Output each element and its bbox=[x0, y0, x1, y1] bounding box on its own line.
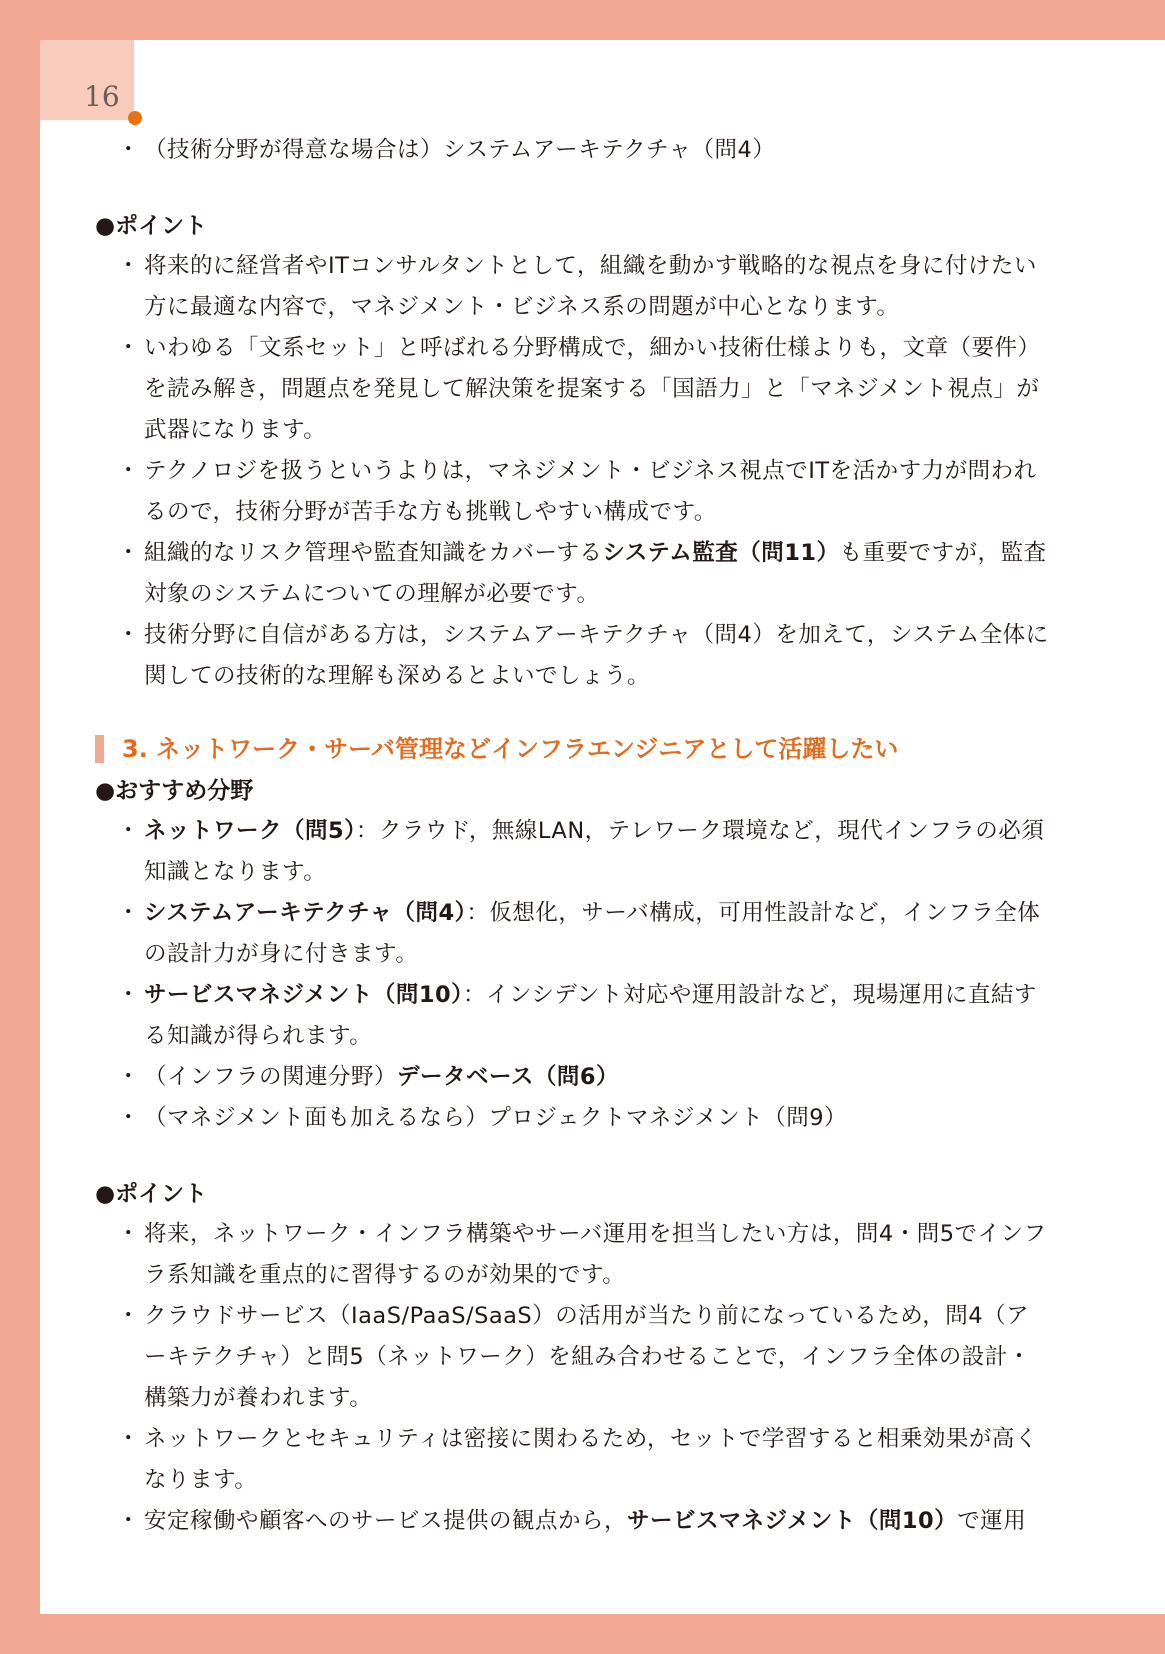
bullet-item bbox=[95, 246, 1050, 328]
bullet-text: ：インシデント対応や運用設計など，現場運用に直結する知識が得られます。 bbox=[144, 982, 1037, 1049]
bullet-text: クラウドサービス（IaaS/PaaS/SaaS）の活用が当たり前になっているため，問4（アーキテクチャ）と問5（ネットワーク）を組み合わせることで，インフラ全体の設計・構築力が養われます。 bbox=[144, 1303, 1031, 1411]
page-number: 16 bbox=[84, 80, 120, 113]
bullet-item bbox=[95, 1098, 1050, 1139]
page-marker-dot bbox=[128, 111, 142, 125]
bullet-item bbox=[95, 1296, 1050, 1419]
emphasis-text: データベース（問6） bbox=[397, 1064, 620, 1090]
bullet-text: ネットワークとセキュリティは密接に関わるため，セットで学習すると相乗効果が高くなります。 bbox=[144, 1426, 1038, 1493]
bullet-item bbox=[95, 451, 1050, 533]
bullet-text: 技術分野に自信がある方は，システムアーキテクチャ（問4）を加えて，システム全体に関しての技術的な理解も深めるとよいでしょう。 bbox=[144, 622, 1049, 689]
bullet-text: 将来，ネットワーク・インフラ構築やサーバ運用を担当したい方は，問4・問5でインフラ系知識を重点的に習得するのが効果的です。 bbox=[144, 1221, 1047, 1288]
bullet-item bbox=[95, 1057, 1050, 1098]
emphasis-text: サービスマネジメント（問10） bbox=[627, 1508, 958, 1534]
subheading: ●おすすめ分野 bbox=[95, 778, 254, 804]
subheading: ●ポイント bbox=[95, 213, 208, 239]
bullet-text: いわゆる「文系セット」と呼ばれる分野構成で，細かい技術仕様よりも，文章（要件）を読み解き，問題点を発見して解決策を提案する「国語力」と「マネジメント視点」が武器になります。 bbox=[144, 335, 1041, 443]
bullet-text: ：仮想化，サーバ構成，可用性設計など，インフラ全体の設計力が身に付きます。 bbox=[144, 900, 1041, 967]
bullet-text: ：クラウド，無線LAN，テレワーク環境など，現代インフラの必須知識となります。 bbox=[144, 818, 1045, 885]
emphasis-text: ネットワーク（問5） bbox=[144, 818, 356, 844]
bullet-item bbox=[95, 1214, 1050, 1296]
subheading: ●ポイント bbox=[95, 1181, 208, 1207]
bullet-text: 安定稼働や顧客へのサービス提供の観点から， bbox=[144, 1508, 628, 1534]
bullet-item bbox=[95, 533, 1050, 615]
bullet-text: （マネジメント面も加えるなら）プロジェクトマネジメント（問9） bbox=[144, 1105, 848, 1131]
spacer bbox=[95, 1139, 1050, 1174]
spacer bbox=[95, 171, 1050, 206]
bullet-text: 組織的なリスク管理や監査知識をカバーする bbox=[144, 540, 603, 566]
bullet-item bbox=[95, 328, 1050, 451]
bullet-item bbox=[95, 975, 1050, 1057]
bullet-item bbox=[95, 1501, 1050, 1542]
bullet-item bbox=[95, 811, 1050, 893]
bullet-text: 将来的に経営者やITコンサルタントとして，組織を動かす戦略的な視点を身に付けたい方に最適な内容で，マネジメント・ビジネス系の問題が中心となります。 bbox=[144, 253, 1037, 320]
emphasis-text: システム監査（問11） bbox=[602, 540, 840, 566]
document-body bbox=[95, 130, 1050, 1542]
bullet-text: （インフラの関連分野） bbox=[144, 1064, 398, 1090]
bullet-text: テクノロジを扱うというよりは，マネジメント・ビジネス視点でITを活かす力が問われるので，技術分野が苦手な方も挑戦しやすい構成です。 bbox=[144, 458, 1037, 525]
emphasis-text: システムアーキテクチャ（問4） bbox=[144, 900, 467, 926]
bullet-text: も重要ですが，監査対象のシステムについての理解が必要です。 bbox=[144, 540, 1047, 607]
bullet-text: （技術分野が得意な場合は）システムアーキテクチャ（問4） bbox=[144, 137, 776, 163]
emphasis-text: サービスマネジメント（問10） bbox=[144, 982, 463, 1008]
bullet-item bbox=[95, 893, 1050, 975]
bullet-item bbox=[95, 130, 1050, 171]
bullet-item bbox=[95, 615, 1050, 697]
bullet-item bbox=[95, 1419, 1050, 1501]
bullet-text: で運用 bbox=[957, 1508, 1027, 1534]
section-heading: 3. ネットワーク・サーバ管理などインフラエンジニアとして活躍したい bbox=[95, 727, 1050, 771]
